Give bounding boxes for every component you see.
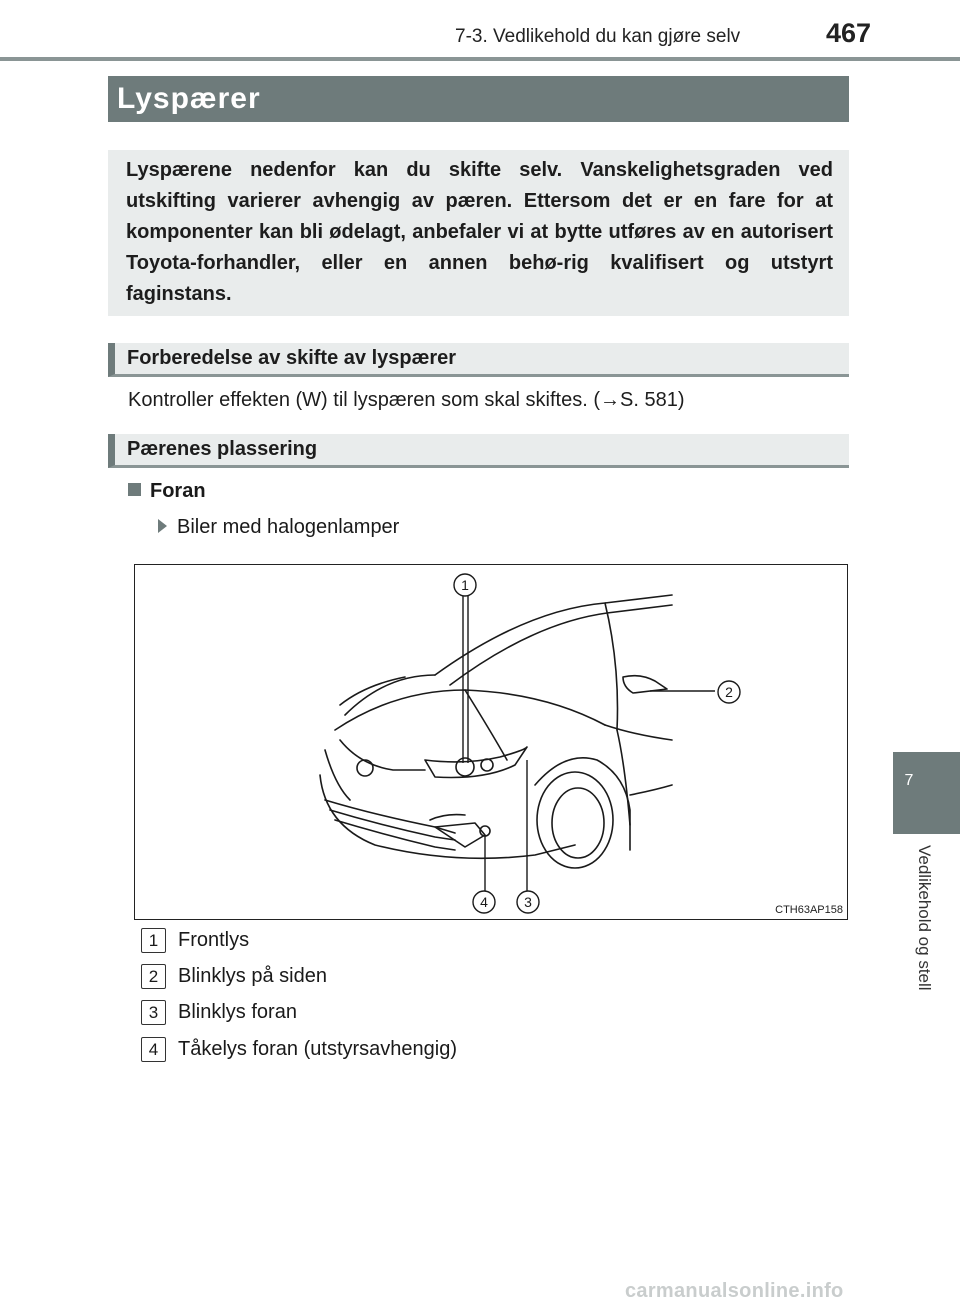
- subheading-front: [128, 480, 206, 503]
- legend-item-side-turn-signal: [141, 964, 327, 989]
- preparation-text-before: Kontroller effekten (W) til lyspæren som skal skiftes. (: [128, 389, 600, 411]
- legend-number: 1: [141, 928, 166, 953]
- chapter-tab: [893, 752, 960, 834]
- car-drawing: [135, 565, 847, 919]
- legend-label: Frontlys: [178, 929, 250, 951]
- figure-code: CTH63AP158: [775, 904, 843, 916]
- subheading-front-label: Foran: [150, 480, 206, 502]
- variant-line: [158, 516, 399, 539]
- car-front-illustration: [134, 564, 848, 920]
- legend-label: Blinklys foran: [178, 1001, 297, 1023]
- legend-item-fog-light: [141, 1037, 457, 1062]
- callout-1: 1: [461, 577, 469, 593]
- callout-2: 2: [725, 684, 733, 700]
- legend-number: 2: [141, 964, 166, 989]
- chapter-label: Vedlikehold og stell: [915, 845, 934, 991]
- callout-4: 4: [480, 894, 488, 910]
- section-heading-location: Pærenes plassering: [108, 434, 849, 468]
- section-heading-preparation: Forberedelse av skifte av lyspærer: [108, 343, 849, 377]
- legend-label: Blinklys på siden: [178, 965, 327, 987]
- triangle-bullet-icon: [158, 519, 167, 533]
- legend-number: 3: [141, 1000, 166, 1025]
- intro-paragraph: Lyspærene nedenfor kan du skifte selv. Vanskelighetsgraden ved utskifting varierer avhengig av pæren. Ettersom det er en fare for at komponenter kan bli ødelagt, anbefaler vi at bytte utføres av en autorisert Toyota-forhandler, eller en annen behø-rig kvalifisert og utstyrt faginstans.: [108, 150, 849, 316]
- watermark: carmanualsonline.info: [625, 1280, 844, 1302]
- page-title: Lyspærer: [108, 76, 849, 122]
- preparation-text: [128, 389, 684, 412]
- legend-item-headlight: [141, 928, 249, 953]
- running-header-section: 7-3. Vedlikehold du kan gjøre selv: [455, 26, 741, 47]
- arrow-icon: →: [600, 389, 620, 411]
- variant-label: Biler med halogenlamper: [177, 516, 400, 538]
- chapter-number: 7: [904, 772, 914, 789]
- legend-number: 4: [141, 1037, 166, 1062]
- header-rule: [0, 57, 960, 61]
- page-reference-link[interactable]: S. 581): [620, 389, 685, 411]
- square-bullet-icon: [128, 483, 141, 496]
- page-number: 467: [826, 18, 872, 48]
- legend-label: Tåkelys foran (utstyrsavhengig): [178, 1038, 458, 1060]
- callout-3: 3: [524, 894, 532, 910]
- legend-item-front-turn-signal: [141, 1000, 297, 1025]
